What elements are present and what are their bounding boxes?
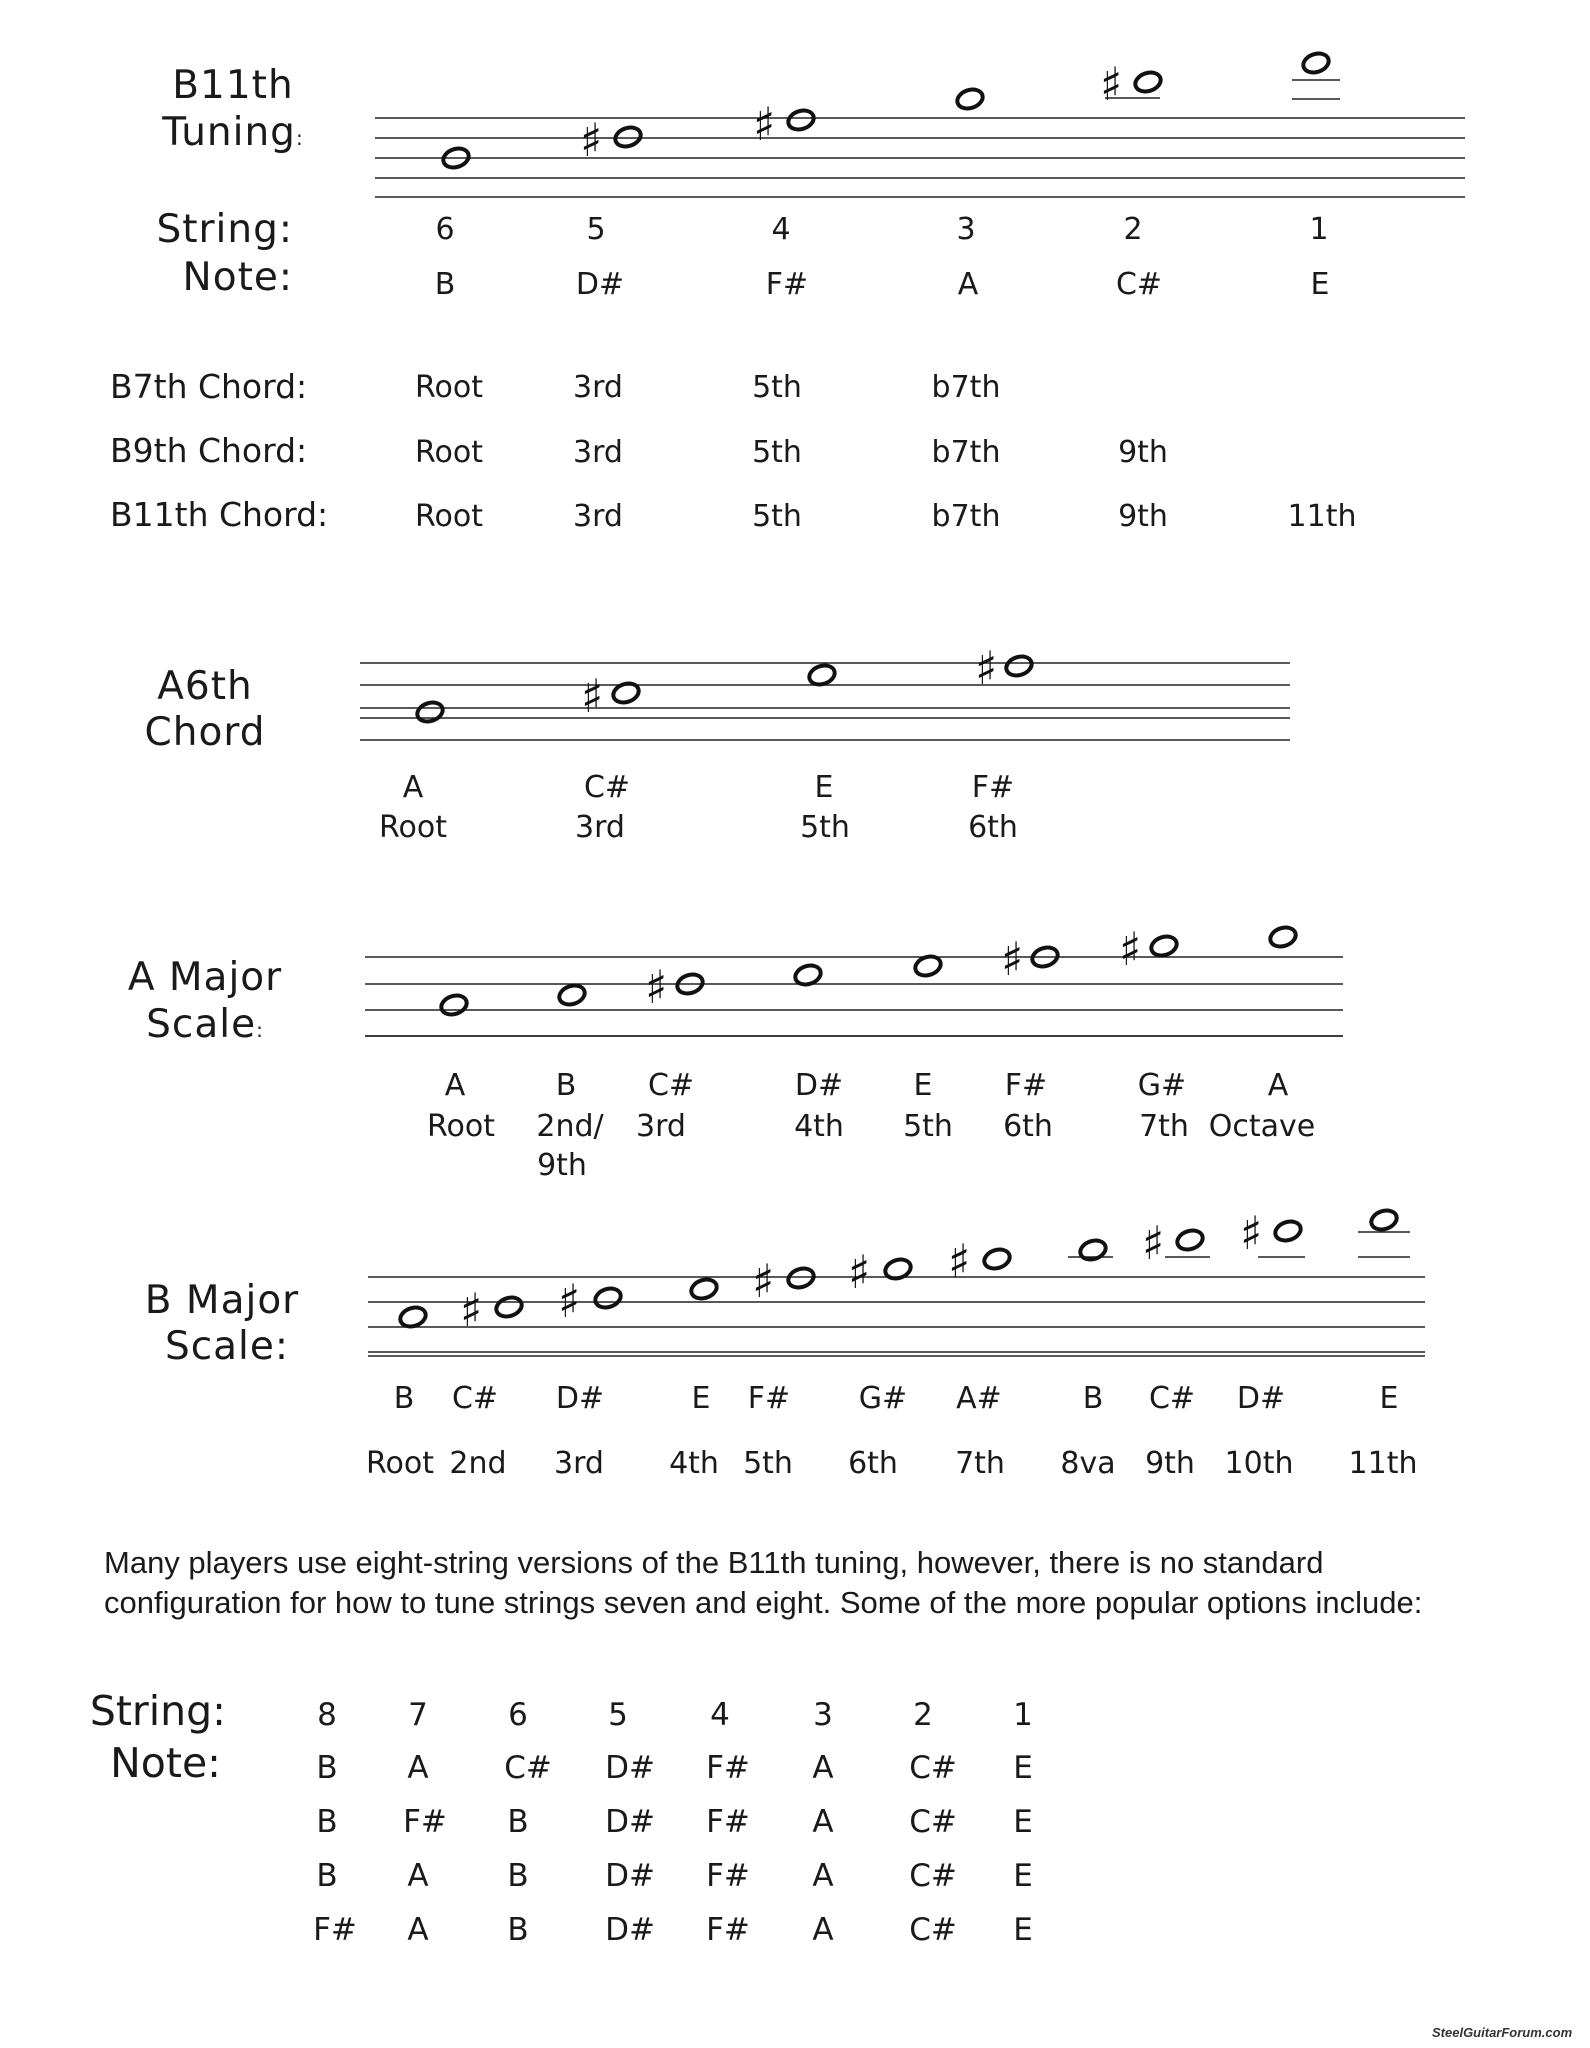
footer-watermark[interactable]: SteelGuitarForum.com (1432, 2025, 1573, 2040)
intro-paragraph (104, 1543, 1504, 1623)
string-number: 3 (956, 212, 976, 247)
table-cell: F# (706, 1804, 750, 1840)
a-major-note: D# (794, 1068, 844, 1103)
b-major-note: E (691, 1381, 711, 1416)
table-cell: 8 (317, 1697, 337, 1733)
sharp-icon: ♯ (645, 960, 668, 1014)
sharp-icon: ♯ (948, 1234, 971, 1288)
table-cell: D# (605, 1858, 655, 1894)
a-major-label-line2 (146, 1002, 264, 1047)
chord-interval: 3rd (573, 370, 623, 405)
table-cell: C# (504, 1750, 552, 1786)
note-name: A (957, 267, 979, 302)
chord-interval: b7th (931, 370, 1001, 405)
chord-interval: b7th (931, 435, 1001, 470)
a6th-note: E (814, 770, 834, 805)
table-cell: C# (909, 1804, 957, 1840)
b-major-degree: 4th (669, 1446, 719, 1481)
b-major-degree: 9th (1145, 1446, 1195, 1481)
chord-label-b7: B7th Chord: (110, 367, 308, 406)
chord-interval: Root (415, 435, 483, 470)
a6th-label-line2: Chord (144, 710, 266, 755)
chord-interval: 9th (1118, 499, 1168, 534)
a-major-note: A (1267, 1068, 1289, 1103)
string-number: 1 (1309, 212, 1329, 247)
b-major-note: G# (858, 1381, 908, 1416)
a-major-degree: Octave (1208, 1109, 1316, 1144)
table-cell: B (507, 1912, 529, 1948)
table-cell: A (812, 1912, 834, 1948)
sharp-icon: ♯ (558, 1274, 581, 1328)
table-cell: 6 (508, 1697, 528, 1733)
table-cell: 1 (1013, 1697, 1033, 1733)
b-major-degree: 7th (955, 1446, 1005, 1481)
chord-interval: 5th (752, 370, 802, 405)
string-number: 5 (586, 212, 606, 247)
table-cell: C# (909, 1750, 957, 1786)
b-major-note: F# (747, 1381, 791, 1416)
b-major-note: C# (1148, 1381, 1196, 1416)
staff-a6th-chord (360, 663, 1290, 740)
table-cell: C# (909, 1912, 957, 1948)
table-cell: A (812, 1858, 834, 1894)
chord-interval: Root (415, 499, 483, 534)
table-cell: B (316, 1858, 338, 1894)
table-cell: A (407, 1912, 429, 1948)
note-c-sharp (494, 1294, 524, 1319)
note-name: C# (1115, 267, 1163, 302)
a6th-degree: 6th (968, 810, 1018, 845)
note-name: D# (575, 267, 625, 302)
sharp-icon: ♯ (1142, 1216, 1165, 1270)
staff-a-major-scale (365, 957, 1343, 1036)
string-label: String: (156, 207, 293, 252)
note-e (1369, 1207, 1399, 1232)
a-major-note: C# (647, 1068, 695, 1103)
a-major-label-colon: : (256, 1018, 264, 1042)
note-name: F# (765, 267, 809, 302)
b-major-degree: 2nd (449, 1446, 507, 1481)
paragraph-line: configuration for how to tune strings seven and eight. Some of the more popular options include: (104, 1585, 1423, 1620)
table-cell: 5 (608, 1697, 628, 1733)
table-cell: A (407, 1750, 429, 1786)
note-f-sharp (1004, 653, 1034, 678)
b-major-degree: 5th (743, 1446, 793, 1481)
chord-label-b9: B9th Chord: (110, 431, 308, 470)
sharp-icon: ♯ (753, 97, 776, 151)
sharp-icon: ♯ (1100, 57, 1123, 111)
a-major-note: F# (1004, 1068, 1048, 1103)
table-cell: B (507, 1804, 529, 1840)
sharp-icon: ♯ (1240, 1206, 1263, 1260)
chord-interval: 3rd (573, 435, 623, 470)
note-label: Note: (182, 255, 293, 300)
note-a (955, 86, 985, 111)
note-e (1301, 50, 1331, 75)
b11-tuning-label-colon: : (295, 126, 304, 150)
b-major-degree: 6th (848, 1446, 898, 1481)
chord-interval: 5th (752, 499, 802, 534)
b-major-degree: 10th (1224, 1446, 1294, 1481)
b-major-label-line2: Scale: (164, 1324, 290, 1369)
table-cell: B (507, 1858, 529, 1894)
a6th-note: A (402, 770, 424, 805)
table-cell: F# (313, 1912, 357, 1948)
b-major-note: E (1379, 1381, 1399, 1416)
note-d-sharp (613, 124, 643, 149)
staff-b11-tuning (375, 118, 1465, 197)
table-cell: F# (706, 1750, 750, 1786)
table-cell: D# (605, 1912, 655, 1948)
b-major-degree: 8va (1060, 1446, 1116, 1481)
a-major-label-text: Scale (146, 1002, 257, 1047)
a-major-degree: Root (427, 1109, 495, 1144)
note-a (439, 992, 469, 1017)
table-cell: B (316, 1804, 338, 1840)
note-e (807, 662, 837, 687)
chord-interval: 11th (1287, 499, 1357, 534)
a-major-degree: 3rd (636, 1109, 686, 1144)
sharp-icon: ♯ (581, 669, 604, 723)
b-major-note: C# (451, 1381, 499, 1416)
note-c-sharp (1133, 69, 1163, 94)
table-cell: A (812, 1750, 834, 1786)
table-cell: E (1013, 1912, 1033, 1948)
note-a-sharp (982, 1246, 1012, 1271)
b11-tuning-label-line2 (162, 110, 304, 155)
a-major-degree-extra: 9th (537, 1148, 587, 1183)
a6th-degree: 5th (800, 810, 850, 845)
note-d-sharp (593, 1285, 623, 1310)
note-a (415, 699, 445, 724)
chord-interval: 9th (1118, 435, 1168, 470)
a-major-note: A (444, 1068, 466, 1103)
a-major-degree: 7th (1139, 1109, 1189, 1144)
eight-string-label: String: (89, 1687, 226, 1735)
chord-interval: Root (415, 370, 483, 405)
table-cell: D# (605, 1804, 655, 1840)
table-cell: E (1013, 1804, 1033, 1840)
b-major-note: D# (555, 1381, 605, 1416)
note-b (1078, 1237, 1108, 1262)
note-g-sharp (883, 1256, 913, 1281)
table-cell: F# (706, 1858, 750, 1894)
sharp-icon: ♯ (1001, 932, 1024, 986)
note-f-sharp (786, 107, 816, 132)
table-cell: A (812, 1804, 834, 1840)
a-major-degree: 6th (1003, 1109, 1053, 1144)
string-number: 6 (435, 212, 455, 247)
sharp-icon: ♯ (975, 641, 998, 695)
a6th-degree: 3rd (575, 810, 625, 845)
table-cell: F# (403, 1804, 447, 1840)
note-c-sharp (611, 680, 641, 705)
a-major-note: G# (1137, 1068, 1187, 1103)
chord-interval: 3rd (573, 499, 623, 534)
chord-interval: 5th (752, 435, 802, 470)
b-major-degree: 3rd (554, 1446, 604, 1481)
b-major-note: D# (1236, 1381, 1286, 1416)
table-cell: A (407, 1858, 429, 1894)
string-number: 2 (1123, 212, 1143, 247)
note-b (557, 982, 587, 1007)
note-g-sharp (1149, 933, 1179, 958)
a6th-label-line1: A6th (157, 664, 253, 709)
note-a (1268, 924, 1298, 949)
sharp-icon: ♯ (752, 1254, 775, 1308)
string-number: 4 (771, 212, 791, 247)
b-major-degree: Root (366, 1446, 434, 1481)
table-cell: 3 (813, 1697, 833, 1733)
b-major-label-line1: B Major (144, 1278, 300, 1323)
a-major-note: B (555, 1068, 577, 1103)
table-cell: 7 (408, 1697, 428, 1733)
note-c-sharp (1175, 1227, 1205, 1252)
a6th-note: F# (971, 770, 1015, 805)
chord-label-b11: B11th Chord: (110, 495, 329, 534)
note-e (689, 1276, 719, 1301)
sharp-icon: ♯ (848, 1245, 871, 1299)
note-d-sharp (1273, 1218, 1303, 1243)
sharp-icon: ♯ (580, 113, 603, 167)
table-cell: E (1013, 1750, 1033, 1786)
a-major-label-line1: A Major (127, 955, 283, 1000)
a-major-degree: 2nd/ (536, 1109, 604, 1144)
table-cell: D# (605, 1750, 655, 1786)
b-major-degree: 11th (1348, 1446, 1418, 1481)
a-major-note: E (913, 1068, 933, 1103)
table-cell: B (316, 1750, 338, 1786)
note-name: E (1310, 267, 1330, 302)
b-major-note: B (1082, 1381, 1104, 1416)
eight-note-label: Note: (110, 1739, 221, 1787)
note-b (398, 1304, 428, 1329)
sharp-icon: ♯ (460, 1283, 483, 1337)
staff-b-major-scale (368, 1277, 1425, 1356)
table-cell: 4 (710, 1697, 730, 1733)
note-name: B (434, 267, 456, 302)
chord-interval: b7th (931, 499, 1001, 534)
b-major-note: A# (956, 1381, 1002, 1416)
a-major-degree: 4th (794, 1109, 844, 1144)
a6th-note: C# (583, 770, 631, 805)
sharp-icon: ♯ (1119, 922, 1142, 976)
table-cell: E (1013, 1858, 1033, 1894)
table-cell: 2 (913, 1697, 933, 1733)
b11-tuning-label-text: Tuning (162, 110, 296, 155)
a-major-degree: 5th (903, 1109, 953, 1144)
table-cell: C# (909, 1858, 957, 1894)
b-major-note: B (393, 1381, 415, 1416)
table-cell: F# (706, 1912, 750, 1948)
paragraph-line: Many players use eight-string versions of the B11th tuning, however, there is no standard (104, 1545, 1324, 1580)
b11-tuning-label-line1: B11th (172, 63, 294, 108)
note-f-sharp (786, 1265, 816, 1290)
a6th-degree: Root (379, 810, 447, 845)
